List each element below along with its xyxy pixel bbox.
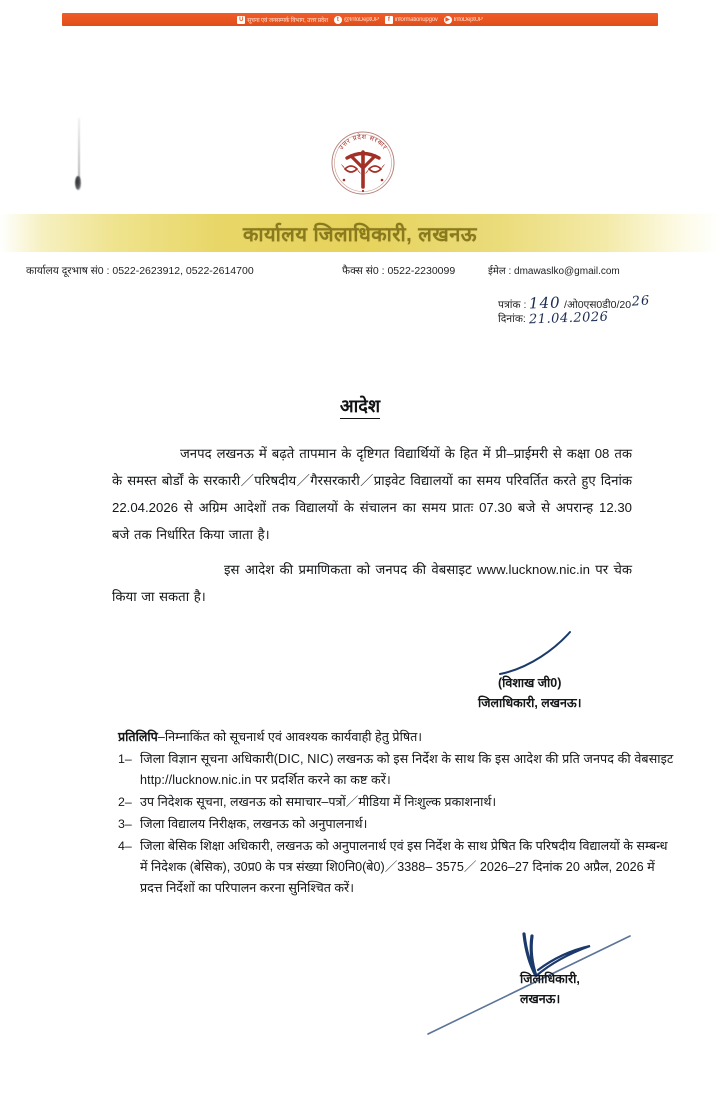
- banner-department-text: सूचना एवं जनसम्पर्क विभाग, उत्तर प्रदेश: [247, 17, 328, 24]
- order-paragraph-2: इस आदेश की प्रमाणिकता को जनपद की वेबसाइट www.lucknow.nic.in पर चेक किया जा सकता है।: [112, 562, 632, 604]
- order-body: [112, 440, 632, 618]
- copy-to-section: [118, 728, 674, 900]
- letter-date-value: 21.04.2026: [528, 309, 609, 328]
- list-item-number: 4–: [118, 839, 132, 853]
- page-title: [0, 394, 720, 418]
- handwritten-signature-stroke-top: [470, 628, 680, 678]
- signature-block-bottom: [420, 930, 710, 1040]
- list-item: [118, 792, 674, 813]
- list-item-text: जिला विद्यालय निरीक्षक, लखनऊ को अनुपालनार्थ।: [140, 817, 368, 831]
- social-media-banner: [62, 13, 658, 26]
- banner-facebook-chip: [385, 16, 438, 24]
- department-logo-icon: U: [239, 16, 244, 23]
- list-item-text: उप निदेशक सूचना, लखनऊ को समाचार–पत्रों／मीडिया में निःशुल्क प्रकाशनार्थ।: [140, 795, 497, 809]
- list-item: [118, 836, 674, 899]
- smudge-blob: [75, 176, 81, 190]
- reference-block: [498, 294, 710, 328]
- copy-to-list: [118, 749, 674, 899]
- banner-facebook-handle: informationupgov: [394, 16, 438, 23]
- signature-block-top: [470, 628, 680, 716]
- banner-youtube-handle: InfoDeptUP: [453, 16, 483, 23]
- scan-artifact-smudge: [74, 118, 83, 206]
- twitter-icon: t: [334, 16, 342, 24]
- facebook-icon: f: [385, 16, 393, 24]
- banner-youtube-chip: [444, 16, 483, 24]
- uttar-pradesh-government-emblem-icon: [327, 125, 399, 205]
- banner-twitter-chip: [334, 16, 379, 24]
- letter-number-suffix: /ओ0एस0डी0/20: [564, 299, 632, 311]
- list-item-number: 1–: [118, 752, 132, 766]
- order-paragraph-1: जनपद लखनऊ में बढ़ते तापमान के दृष्टिगत विद्यार्थियों के हित में प्री–प्राईमरी से कक्षा 08 तक के समस्त बोर्डों के सरकारी／परिषदीय／गैरसरकारी／प्राइवेट विद्यालयों का समय परिवर्तित करते हुए दिनांक 22.04.2026 से अग्रिम आदेशों तक विद्यालयों के संचालन का समय प्रातः 07.30 बजे से अपरान्ह 12.30 बजे तक निर्धारित किया जाता है।: [112, 446, 632, 542]
- list-item-text: जिला बेसिक शिक्षा अधिकारी, लखनऊ को अनुपालनार्थ एवं इस निर्देश के साथ प्रेषित कि परिषदीय विद्यालयों के सम्बन्ध में निदेशक (बेसिक), उ0प्र0 के पत्र संख्या शि0नि0(बे0)／3388– 3575／ 2026–27 दिनांक 20 अप्रैल, 2026 में प्रदत्त निर्देशों का परिपालन करना सुनिश्चित करें।: [140, 839, 668, 895]
- letterhead-title-band: [0, 214, 720, 252]
- letter-number-label: पत्रांक :: [498, 299, 527, 311]
- order-heading-text: आदेश: [340, 396, 380, 419]
- letter-number-line: [498, 294, 710, 311]
- youtube-icon: ▶: [445, 16, 450, 23]
- copy-to-heading-rest: –निम्नाकिंत को सूचनार्थ एवं आवश्यक कार्यवाही हेतु प्रेषित।: [157, 730, 423, 744]
- signatory-designation: जिलाधिकारी, लखनऊ।: [478, 696, 582, 710]
- copy-to-heading: [118, 728, 674, 747]
- banner-twitter-handle: @InfoDeptUP: [343, 16, 379, 23]
- list-item: [118, 749, 674, 791]
- signatory-designation-line-1: जिलाधिकारी,: [520, 972, 580, 986]
- list-item-number: 2–: [118, 795, 132, 809]
- list-item-number: 3–: [118, 817, 132, 831]
- office-phone: कार्यालय दूरभाष सं0 : 0522-2623912, 0522-2614700: [26, 265, 254, 277]
- banner-department-chip: [237, 16, 328, 24]
- letter-number-value: 140: [529, 293, 562, 313]
- copy-to-heading-bold: प्रतिलिपि: [118, 730, 158, 744]
- list-item: [118, 814, 674, 835]
- letter-year-handwritten: 26: [631, 293, 651, 310]
- letter-date-line: [498, 311, 710, 328]
- office-email: ईमेल : dmawaslko@gmail.com: [488, 266, 620, 277]
- svg-text:उत्तर प्रदेश सरकार: उत्तर प्रदेश सरकार: [337, 132, 389, 152]
- list-item-text: जिला विज्ञान सूचना अधिकारी(DIC, NIC) लखनऊ को इस निर्देश के साथ कि इस आदेश की प्रति जनपद की वेबसाइट http://lucknow.nic.in पर प्रदर्शित करने का कष्ट करें।: [140, 752, 674, 787]
- signatory-designation-line-2: लखनऊ।: [520, 992, 561, 1006]
- office-title: कार्यालय जिलाधिकारी, लखनऊ: [242, 223, 477, 246]
- signatory-name: (विशाख जी0): [498, 676, 562, 690]
- letterhead-contact-row: [26, 264, 694, 280]
- smudge-stalk: [78, 118, 80, 180]
- office-fax: फैक्स सं0 : 0522-2230099: [342, 265, 456, 277]
- letter-date-label: दिनांक:: [498, 313, 526, 325]
